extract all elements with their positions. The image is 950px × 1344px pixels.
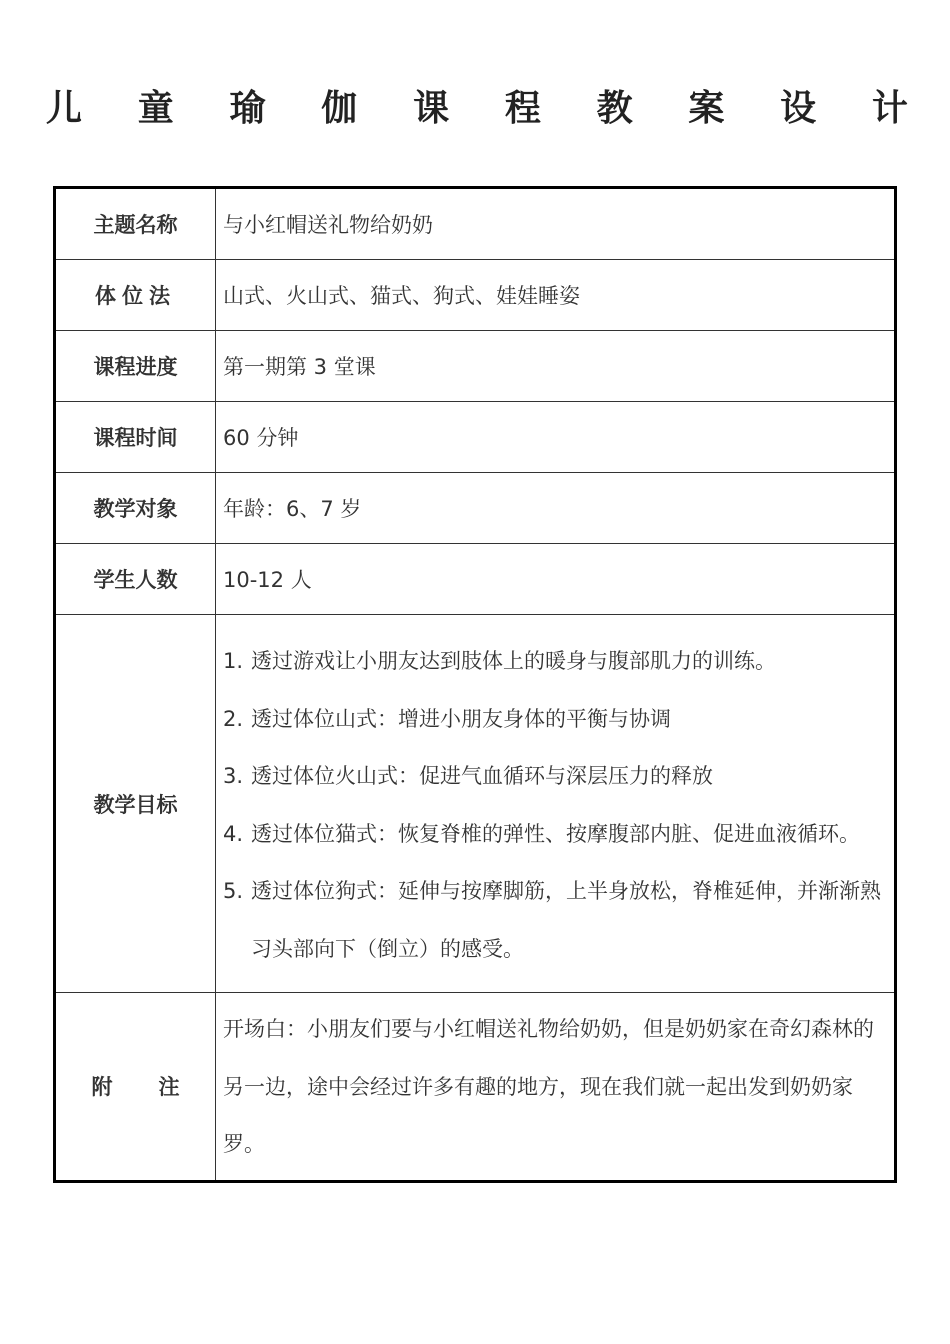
goal-text: 透过体位山式：增进小朋友身体的平衡与协调 [251, 706, 671, 731]
notes-label-char: 附 [91, 1075, 113, 1100]
list-item [223, 633, 886, 691]
goal-number: 4. [223, 821, 244, 846]
row-value-theme: 与小红帽送礼物给奶奶 [216, 188, 896, 260]
row-value-notes [216, 993, 896, 1182]
goals-list [223, 615, 886, 992]
goal-number: 3. [223, 764, 244, 788]
goal-number: 5. [223, 879, 244, 903]
title-char: 伽 [321, 88, 358, 129]
row-label-notes-cell [55, 993, 216, 1182]
title-char: 童 [137, 88, 174, 129]
list-item [223, 863, 886, 978]
title-char: 儿 [46, 88, 83, 129]
row-label-students: 学生人数 [55, 544, 216, 615]
table-row-poses [55, 260, 896, 331]
title-char: 瑜 [229, 88, 266, 129]
table-row-notes [55, 993, 896, 1182]
row-label-goals: 教学目标 [55, 615, 216, 993]
table-row-theme [55, 188, 896, 260]
page-title [46, 84, 908, 134]
row-value-progress: 第一期第 3 堂课 [216, 331, 896, 402]
row-label-notes [92, 1071, 180, 1101]
title-char: 设 [780, 88, 817, 129]
table-row-goals [55, 615, 896, 993]
row-value-goals [216, 615, 896, 993]
row-value-poses: 山式、火山式、猫式、狗式、娃娃睡姿 [216, 260, 896, 331]
title-char: 计 [871, 88, 908, 129]
row-label-poses-cell [55, 260, 216, 331]
title-char: 案 [688, 88, 725, 129]
title-char: 程 [504, 88, 541, 129]
table-row-students [55, 544, 896, 615]
row-label-theme: 主题名称 [55, 188, 216, 260]
row-label-duration: 课程时间 [55, 402, 216, 473]
row-label-audience: 教学对象 [55, 473, 216, 544]
row-label-poses: 体位法 [95, 284, 176, 308]
list-item [223, 748, 886, 806]
goal-text: 透过体位猫式：恢复脊椎的弹性、按摩腹部内脏、促进血液循环。 [251, 821, 860, 846]
goal-text: 透过体位狗式：延伸与按摩脚筋，上半身放松，脊椎延伸，并渐渐熟习头部向下（倒立）的感受。 [251, 879, 881, 961]
list-item [223, 691, 886, 749]
row-label-progress: 课程进度 [55, 331, 216, 402]
list-item [223, 806, 886, 864]
notes-label-char: 注 [158, 1075, 180, 1100]
notes-text: 开场白：小朋友们要与小红帽送礼物给奶奶，但是奶奶家在奇幻森林的另一边，途中会经过许多有趣的地方，现在我们就一起出发到奶奶家罗。 [223, 1017, 874, 1156]
table-row-audience [55, 473, 896, 544]
title-char: 课 [413, 88, 450, 129]
goal-text: 透过游戏让小朋友达到肢体上的暖身与腹部肌力的训练。 [251, 649, 776, 673]
title-char: 教 [596, 88, 633, 129]
table-row-progress [55, 331, 896, 402]
goal-number: 1. [223, 649, 244, 673]
lesson-plan-table [53, 186, 897, 1183]
row-value-students: 10-12 人 [216, 544, 896, 615]
goal-number: 2. [223, 706, 244, 731]
row-value-duration: 60 分钟 [216, 402, 896, 473]
row-value-audience: 年龄：6、7 岁 [216, 473, 896, 544]
goal-text: 透过体位火山式：促进气血循环与深层压力的释放 [251, 764, 713, 788]
table-row-duration [55, 402, 896, 473]
